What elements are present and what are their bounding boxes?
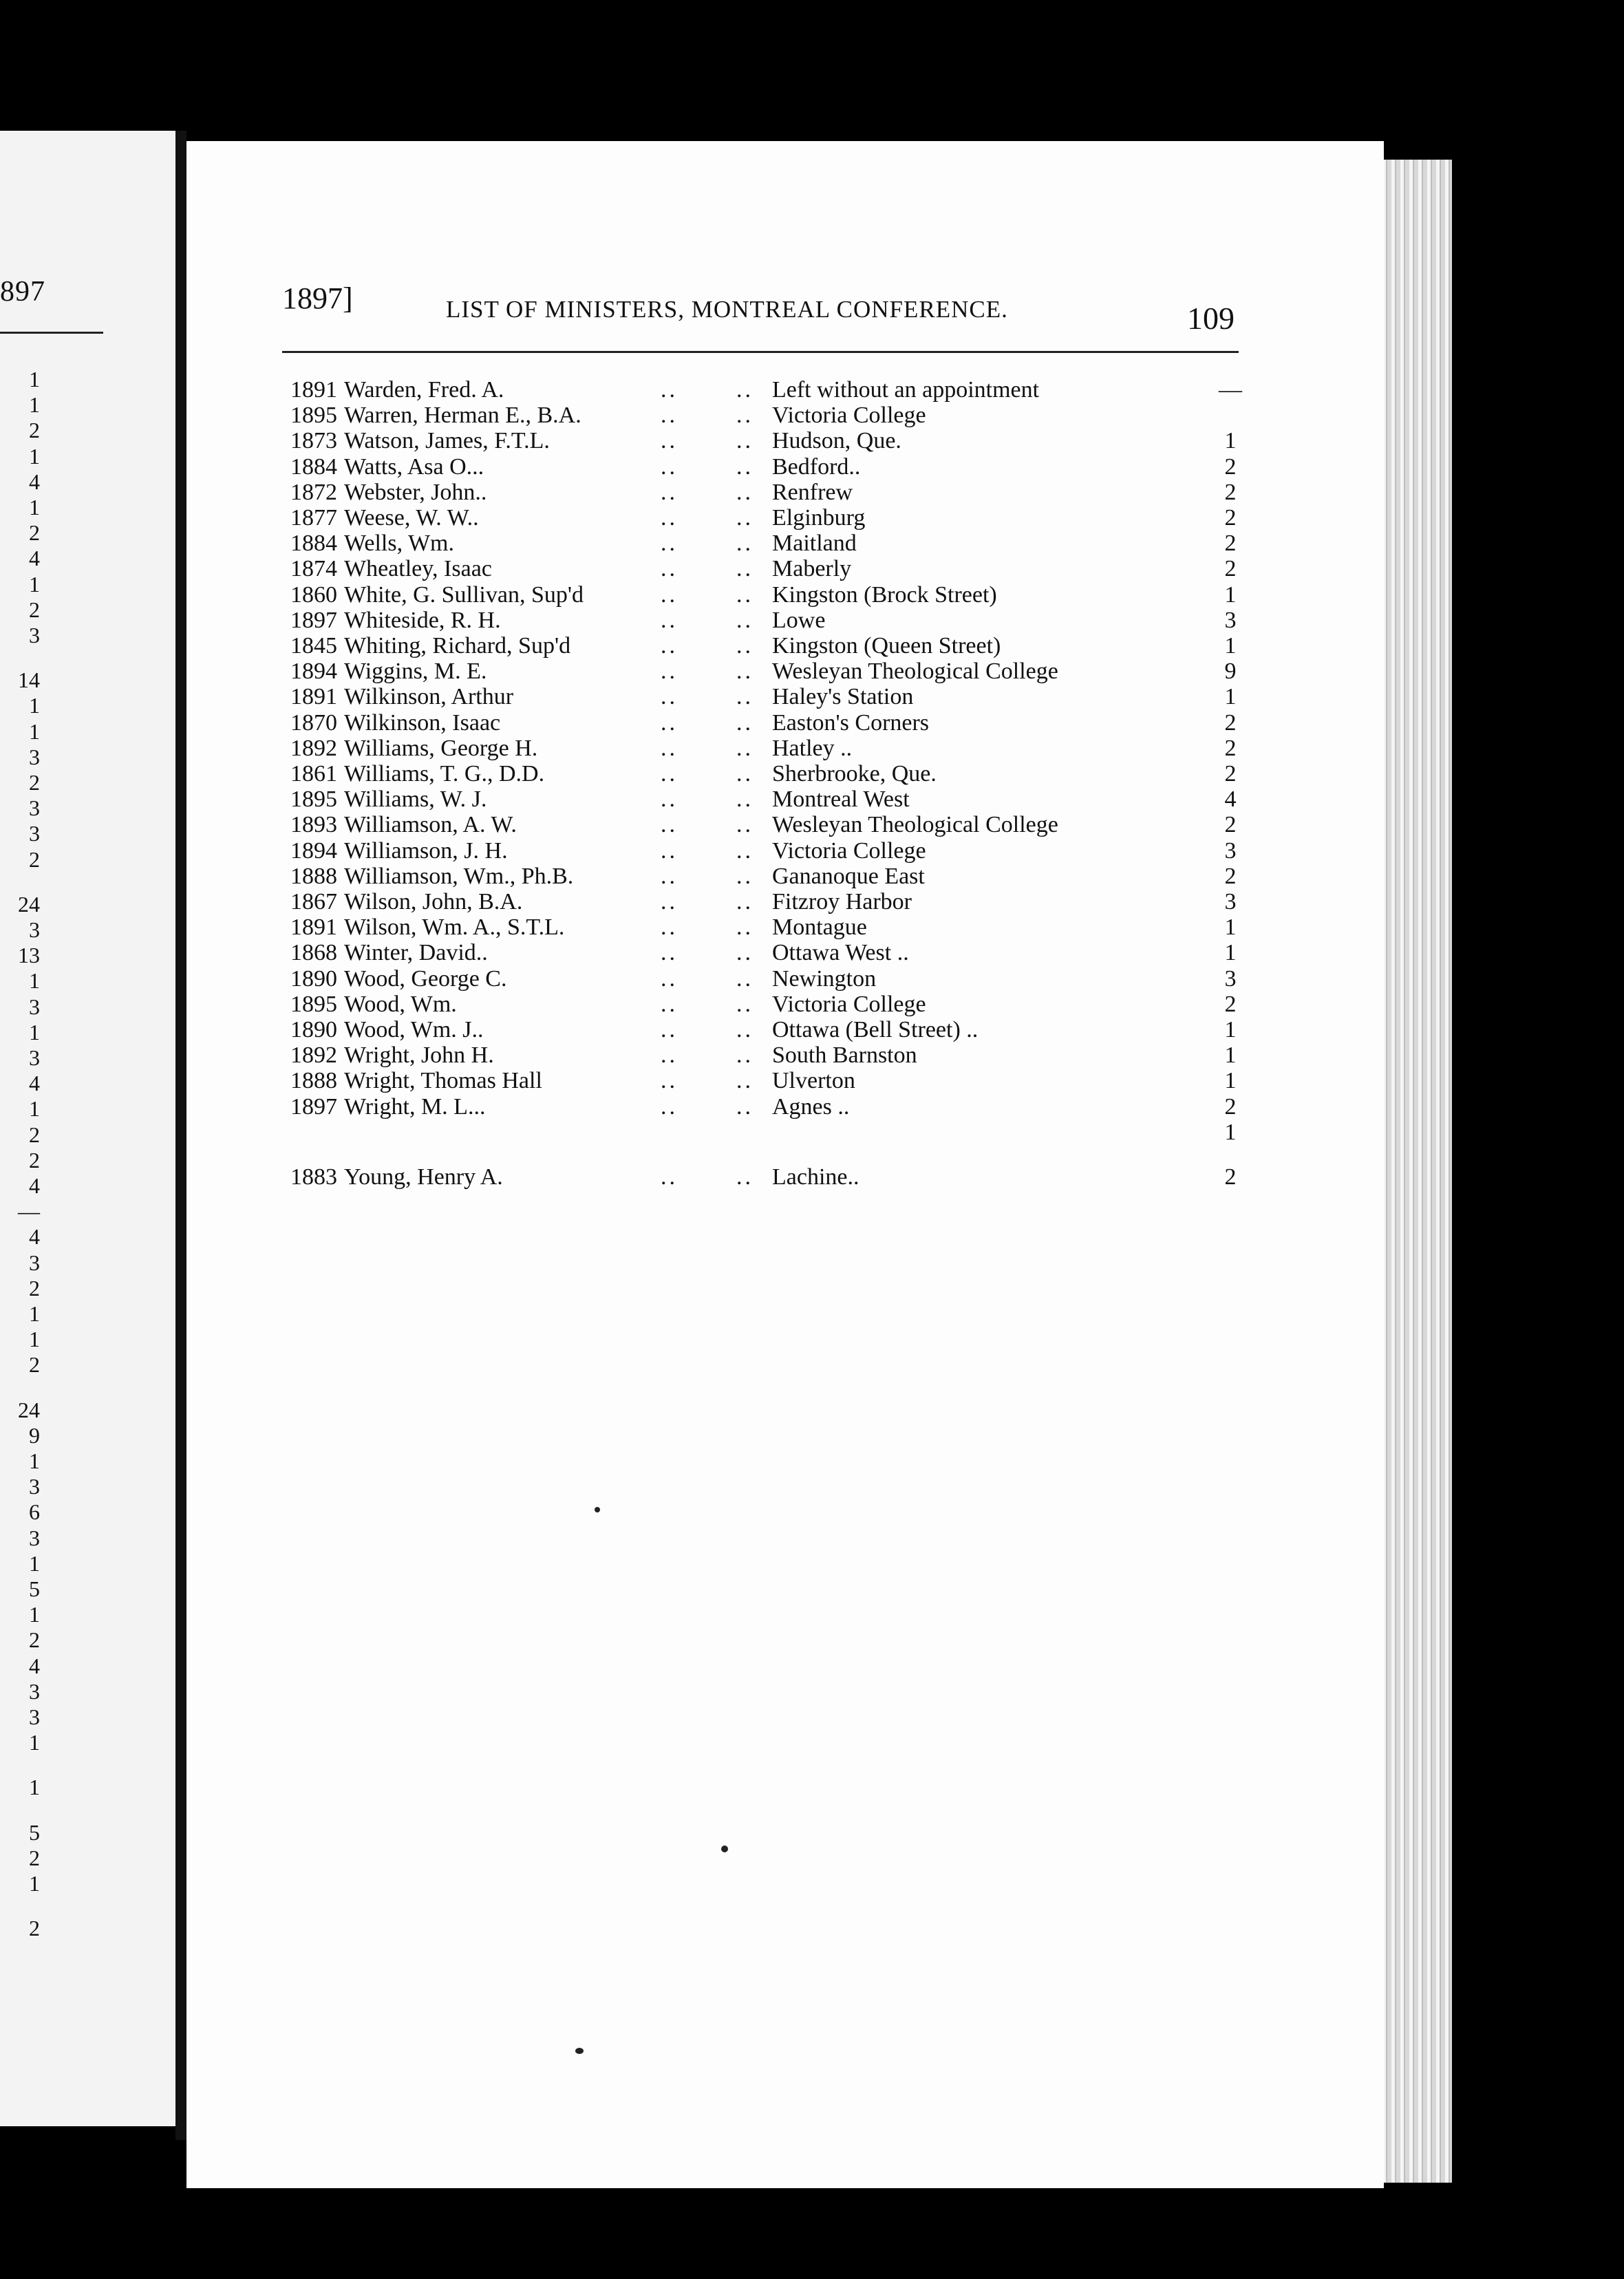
entry-name: Williams, T. G., D.D. xyxy=(344,761,545,787)
entry-leader: .. xyxy=(736,837,754,864)
entry-years: 2 xyxy=(1224,453,1237,480)
left-page-number: 9 xyxy=(29,1422,40,1448)
entry-years: 2 xyxy=(1224,761,1237,787)
entry-year: 1891 xyxy=(290,684,337,710)
table-row xyxy=(0,684,1376,709)
entry-year: 1893 xyxy=(290,812,337,838)
entry-year: 1883 xyxy=(290,1164,337,1190)
left-page-number: 1 xyxy=(29,1096,40,1122)
entry-leader: .. xyxy=(736,403,754,429)
entry-year: 1874 xyxy=(290,556,337,582)
entry-leader: .. xyxy=(736,607,754,633)
entry-leader: .. xyxy=(661,607,678,633)
left-page-number: 5 xyxy=(29,1819,40,1845)
table-row xyxy=(0,889,1376,917)
entry-leader: .. xyxy=(736,479,754,505)
table-row xyxy=(0,736,1376,761)
left-page-number: 1 xyxy=(29,1019,40,1045)
entry-year: 1877 xyxy=(290,505,337,531)
speck xyxy=(575,2048,584,2054)
left-page-number: 1 xyxy=(29,693,40,718)
entry-year: 1860 xyxy=(290,581,337,608)
entry-station: Gananoque East xyxy=(772,863,925,889)
left-page-number: 5 xyxy=(29,1576,40,1601)
entry-years: 2 xyxy=(1224,1093,1237,1120)
entry-leader: .. xyxy=(736,684,754,710)
entry-station: Maitland xyxy=(772,531,857,557)
entry-leader: .. xyxy=(736,453,754,480)
entry-name: Wilkinson, Arthur xyxy=(344,684,514,710)
entry-leader: .. xyxy=(736,1017,754,1042)
entry-station: Montreal West xyxy=(772,787,910,813)
table-row xyxy=(0,531,1376,556)
left-page-number: 24 xyxy=(18,1397,40,1422)
left-page-number: 1 xyxy=(29,495,40,520)
table-row xyxy=(0,480,1376,505)
entry-years: 2 xyxy=(1224,556,1237,582)
left-page-number: 2 xyxy=(29,1845,40,1870)
entry-name: Wood, George C. xyxy=(344,965,507,992)
left-page-number: 2 xyxy=(29,520,40,546)
entry-years: 2 xyxy=(1224,1164,1237,1190)
table-row xyxy=(0,864,1376,889)
entry-years: 2 xyxy=(1224,991,1237,1017)
table-row xyxy=(0,1094,1376,1120)
entry-leader: .. xyxy=(661,1068,678,1094)
entry-years: 2 xyxy=(1224,709,1237,736)
entry-leader: .. xyxy=(736,633,754,659)
entry-leader: .. xyxy=(736,735,754,761)
left-page-number: 2 xyxy=(29,1122,40,1147)
entry-year: 1884 xyxy=(290,531,337,557)
entry-leader: .. xyxy=(661,940,678,966)
left-page-number: — xyxy=(18,1199,40,1224)
entry-station: Agnes .. xyxy=(772,1093,850,1120)
left-page-number: 3 xyxy=(29,1678,40,1704)
entry-name: Weese, W. W.. xyxy=(344,505,479,531)
table-row xyxy=(0,1017,1376,1045)
left-page-number: 3 xyxy=(29,1250,40,1275)
entry-name: Watson, James, F.T.L. xyxy=(344,428,550,454)
left-page-number: 4 xyxy=(29,1173,40,1198)
entry-years: 1 xyxy=(1224,581,1237,608)
entry-station: Sherbrooke, Que. xyxy=(772,761,937,787)
entry-leader: .. xyxy=(661,479,678,505)
entry-station: Wesleyan Theological College xyxy=(772,812,1058,838)
entry-leader: .. xyxy=(661,735,678,761)
entry-year: 1895 xyxy=(290,403,337,429)
left-page-number: 3 xyxy=(29,917,40,942)
entry-name: Wiggins, M. E. xyxy=(344,659,487,685)
left-page-number: 3 xyxy=(29,623,40,648)
left-page-number: 1 xyxy=(29,1871,40,1896)
left-page-number: 1 xyxy=(29,443,40,469)
entry-year: 1867 xyxy=(290,889,337,914)
table-row xyxy=(0,1120,1376,1145)
left-page-number: 3 xyxy=(29,1525,40,1550)
entry-leader: .. xyxy=(736,377,754,403)
entry-leader: .. xyxy=(661,377,678,403)
entry-name: Williamson, A. W. xyxy=(344,812,517,838)
entry-leader: .. xyxy=(661,556,678,582)
entry-leader: .. xyxy=(661,1164,678,1190)
entry-name: Wheatley, Isaac xyxy=(344,556,492,582)
entry-leader: .. xyxy=(661,1017,678,1042)
entry-year: 1891 xyxy=(290,914,337,941)
table-row xyxy=(0,992,1376,1017)
table-row xyxy=(0,1042,1376,1068)
entry-leader: .. xyxy=(661,889,678,914)
entry-station: Hatley .. xyxy=(772,735,853,761)
entry-station: Left without an appointment xyxy=(772,377,1040,403)
table-row xyxy=(0,812,1376,837)
left-page-number: 1 xyxy=(29,571,40,597)
entry-station: Fitzroy Harbor xyxy=(772,889,912,914)
entry-name: Webster, John.. xyxy=(344,479,487,505)
entry-station: Elginburg xyxy=(772,505,866,531)
table-row xyxy=(0,940,1376,968)
header-rule xyxy=(282,351,1239,353)
table-row xyxy=(0,428,1376,453)
entry-year: 1888 xyxy=(290,1068,337,1094)
left-page-number: 1 xyxy=(29,1775,40,1800)
entry-leader: .. xyxy=(736,556,754,582)
table-row xyxy=(0,710,1376,736)
left-page-number: 1 xyxy=(29,367,40,392)
entry-years: 1 xyxy=(1224,684,1237,710)
entry-station: South Barnston xyxy=(772,1042,917,1069)
entry-year: 1892 xyxy=(290,735,337,761)
entry-year: 1891 xyxy=(290,377,337,403)
speck xyxy=(595,1507,600,1512)
table-row xyxy=(0,914,1376,940)
entry-name: White, G. Sullivan, Sup'd xyxy=(344,581,584,608)
entry-year: 1894 xyxy=(290,837,337,864)
left-page-header: 897 xyxy=(0,276,45,308)
entry-years: 2 xyxy=(1224,812,1237,838)
entry-year: 1890 xyxy=(290,1017,337,1042)
table-row xyxy=(0,1068,1376,1096)
left-page-number: 24 xyxy=(18,891,40,917)
entry-year: 1845 xyxy=(290,633,337,659)
left-page-number: 13 xyxy=(18,943,40,968)
entry-leader: .. xyxy=(661,863,678,889)
entry-name: Warren, Herman E., B.A. xyxy=(344,403,581,429)
table-row xyxy=(0,377,1376,403)
left-page-number: 1 xyxy=(29,968,40,994)
entry-years: 2 xyxy=(1224,863,1237,889)
entry-leader: .. xyxy=(736,812,754,838)
entry-leader: .. xyxy=(736,1068,754,1094)
entry-leader: .. xyxy=(661,709,678,736)
entry-leader: .. xyxy=(736,505,754,531)
entry-name: Wilson, Wm. A., S.T.L. xyxy=(344,914,565,941)
table-row xyxy=(0,659,1376,684)
left-page-number: 3 xyxy=(29,744,40,769)
table-row xyxy=(0,787,1376,812)
entry-leader: .. xyxy=(661,965,678,992)
entry-leader: .. xyxy=(736,709,754,736)
table-row xyxy=(0,633,1376,659)
left-page-number: 2 xyxy=(29,418,40,443)
left-page-number: 3 xyxy=(29,994,40,1019)
entry-leader: .. xyxy=(661,761,678,787)
entry-name: Wright, M. L... xyxy=(344,1093,486,1120)
entry-year: 1884 xyxy=(290,453,337,480)
entry-station: Kingston (Queen Street) xyxy=(772,633,1001,659)
entry-station: Victoria College xyxy=(772,403,926,429)
entry-name: Wells, Wm. xyxy=(344,531,455,557)
entry-years: 1 xyxy=(1224,633,1237,659)
entry-years: — xyxy=(1219,377,1242,403)
entry-station: Victoria College xyxy=(772,837,926,864)
entry-years: 2 xyxy=(1224,479,1237,505)
left-page-rule xyxy=(0,332,103,334)
entry-station: Ottawa West .. xyxy=(772,940,909,966)
entry-years: 1 xyxy=(1224,1119,1237,1145)
entry-years: 1 xyxy=(1224,428,1237,454)
entry-station: Ulverton xyxy=(772,1068,855,1094)
entry-years: 3 xyxy=(1224,607,1237,633)
left-page-number: 4 xyxy=(29,1224,40,1250)
entry-years: 1 xyxy=(1224,1068,1237,1094)
table-row xyxy=(0,966,1376,992)
entry-leader: .. xyxy=(736,531,754,557)
entry-name: Wilkinson, Isaac xyxy=(344,709,501,736)
entry-station: Lachine.. xyxy=(772,1164,859,1190)
table-row xyxy=(0,608,1376,633)
left-page-number: 2 xyxy=(29,1916,40,1941)
entry-leader: .. xyxy=(736,1042,754,1069)
entry-leader: .. xyxy=(736,991,754,1017)
entry-year: 1888 xyxy=(290,863,337,889)
entry-name: Warden, Fred. A. xyxy=(344,377,504,403)
left-page-number: 1 xyxy=(29,1301,40,1326)
entry-leader: .. xyxy=(736,1093,754,1120)
entry-year: 1897 xyxy=(290,607,337,633)
entry-leader: .. xyxy=(736,965,754,992)
left-page-number: 2 xyxy=(29,1627,40,1653)
entry-leader: .. xyxy=(736,940,754,966)
entry-years: 2 xyxy=(1224,505,1237,531)
entry-station: Victoria College xyxy=(772,991,926,1017)
entry-name: Wood, Wm. J.. xyxy=(344,1017,484,1042)
entry-station: Kingston (Brock Street) xyxy=(772,581,997,608)
entry-leader: .. xyxy=(736,659,754,685)
table-row xyxy=(0,582,1376,608)
left-page-number: 1 xyxy=(29,1730,40,1755)
table-row xyxy=(0,505,1376,531)
entry-leader: .. xyxy=(661,428,678,454)
entry-years: 2 xyxy=(1224,735,1237,761)
entry-leader: .. xyxy=(661,659,678,685)
entry-leader: .. xyxy=(661,505,678,531)
entry-leader: .. xyxy=(661,403,678,429)
entry-name: Williamson, J. H. xyxy=(344,837,508,864)
table-row xyxy=(0,454,1376,480)
left-page-number: 3 xyxy=(29,1704,40,1729)
left-page-number: 4 xyxy=(29,1071,40,1096)
entry-name: Wright, Thomas Hall xyxy=(344,1068,542,1094)
entry-name: Whiting, Richard, Sup'd xyxy=(344,633,571,659)
entry-name: Whiteside, R. H. xyxy=(344,607,501,633)
left-page-number: 1 xyxy=(29,392,40,418)
entry-name: Williams, George H. xyxy=(344,735,538,761)
entry-year: 1868 xyxy=(290,940,337,966)
entry-years: 9 xyxy=(1224,659,1237,685)
entry-station: Hudson, Que. xyxy=(772,428,901,454)
running-head-year: 1897] xyxy=(282,281,353,315)
left-page-number: 2 xyxy=(29,1275,40,1301)
entry-name: Williamson, Wm., Ph.B. xyxy=(344,863,574,889)
entry-station: Newington xyxy=(772,965,877,992)
left-page-number: 1 xyxy=(29,1448,40,1473)
left-page-number: 2 xyxy=(29,1147,40,1173)
entry-name: Wilson, John, B.A. xyxy=(344,889,523,914)
left-page-number: 4 xyxy=(29,546,40,571)
left-page-number: 1 xyxy=(29,1327,40,1352)
entry-year: 1873 xyxy=(290,428,337,454)
entry-year: 1872 xyxy=(290,479,337,505)
entry-leader: .. xyxy=(661,633,678,659)
left-page-number: 2 xyxy=(29,1352,40,1378)
entry-station: Bedford.. xyxy=(772,453,861,480)
left-page-number: 1 xyxy=(29,1550,40,1576)
entry-name: Wright, John H. xyxy=(344,1042,494,1069)
entry-year: 1890 xyxy=(290,965,337,992)
entry-leader: .. xyxy=(736,761,754,787)
left-page-number: 3 xyxy=(29,1045,40,1070)
table-row xyxy=(0,761,1376,787)
table-row xyxy=(0,1164,1376,1190)
entry-leader: .. xyxy=(736,787,754,813)
entry-leader: .. xyxy=(661,453,678,480)
left-page-number: 3 xyxy=(29,821,40,846)
entry-name: Watts, Asa O... xyxy=(344,453,484,480)
entry-station: Maberly xyxy=(772,556,852,582)
page-number: 109 xyxy=(1187,301,1235,336)
left-page-number: 2 xyxy=(29,846,40,872)
table-row xyxy=(0,838,1376,864)
entry-station: Haley's Station xyxy=(772,684,914,710)
entry-year: 1895 xyxy=(290,991,337,1017)
entry-year: 1870 xyxy=(290,709,337,736)
entry-name: Williams, W. J. xyxy=(344,787,487,813)
left-page-number: 3 xyxy=(29,795,40,821)
left-page-number: 3 xyxy=(29,1474,40,1499)
entry-leader: .. xyxy=(736,889,754,914)
entry-leader: .. xyxy=(661,684,678,710)
entry-station: Lowe xyxy=(772,607,826,633)
entry-year: 1894 xyxy=(290,659,337,685)
table-row xyxy=(0,403,1376,428)
entry-leader: .. xyxy=(661,531,678,557)
entry-leader: .. xyxy=(661,787,678,813)
left-page-number: 14 xyxy=(18,667,40,693)
entry-year: 1861 xyxy=(290,761,337,787)
entry-years: 1 xyxy=(1224,1042,1237,1069)
running-head-title: LIST OF MINISTERS, MONTREAL CONFERENCE. xyxy=(446,296,1008,323)
left-page-number: 4 xyxy=(29,1653,40,1678)
left-page-number: 1 xyxy=(29,1602,40,1627)
speck xyxy=(721,1845,728,1852)
entry-years: 4 xyxy=(1224,787,1237,813)
entry-name: Winter, David.. xyxy=(344,940,488,966)
entry-leader: .. xyxy=(661,1042,678,1069)
entry-leader: .. xyxy=(736,863,754,889)
entry-station: Renfrew xyxy=(772,479,853,505)
entry-year: 1892 xyxy=(290,1042,337,1069)
entry-leader: .. xyxy=(661,991,678,1017)
entry-leader: .. xyxy=(661,812,678,838)
entry-years: 3 xyxy=(1224,837,1237,864)
left-page-number: 4 xyxy=(29,469,40,494)
left-page-number: 1 xyxy=(29,718,40,744)
entry-year: 1895 xyxy=(290,787,337,813)
entry-station: Easton's Corners xyxy=(772,709,930,736)
entry-leader: .. xyxy=(661,914,678,941)
entry-leader: .. xyxy=(736,581,754,608)
entry-years: 1 xyxy=(1224,1017,1237,1042)
entry-name: Wood, Wm. xyxy=(344,991,457,1017)
entry-station: Ottawa (Bell Street) .. xyxy=(772,1017,979,1042)
entry-name: Young, Henry A. xyxy=(344,1164,503,1190)
entry-years: 3 xyxy=(1224,889,1237,914)
entry-years: 1 xyxy=(1224,940,1237,966)
entry-leader: .. xyxy=(736,1164,754,1190)
entry-leader: .. xyxy=(736,428,754,454)
left-page-number: 6 xyxy=(29,1499,40,1525)
entry-years: 3 xyxy=(1224,965,1237,992)
entry-year: 1897 xyxy=(290,1093,337,1120)
table-row xyxy=(0,556,1376,581)
entry-years: 1 xyxy=(1224,914,1237,941)
entry-years: 2 xyxy=(1224,531,1237,557)
entry-station: Montague xyxy=(772,914,867,941)
entry-leader: .. xyxy=(661,837,678,864)
entry-leader: .. xyxy=(736,914,754,941)
left-page-number: 2 xyxy=(29,597,40,622)
left-page-number: 2 xyxy=(29,770,40,795)
entry-station: Wesleyan Theological College xyxy=(772,659,1058,685)
entry-leader: .. xyxy=(661,1093,678,1120)
entry-leader: .. xyxy=(661,581,678,608)
